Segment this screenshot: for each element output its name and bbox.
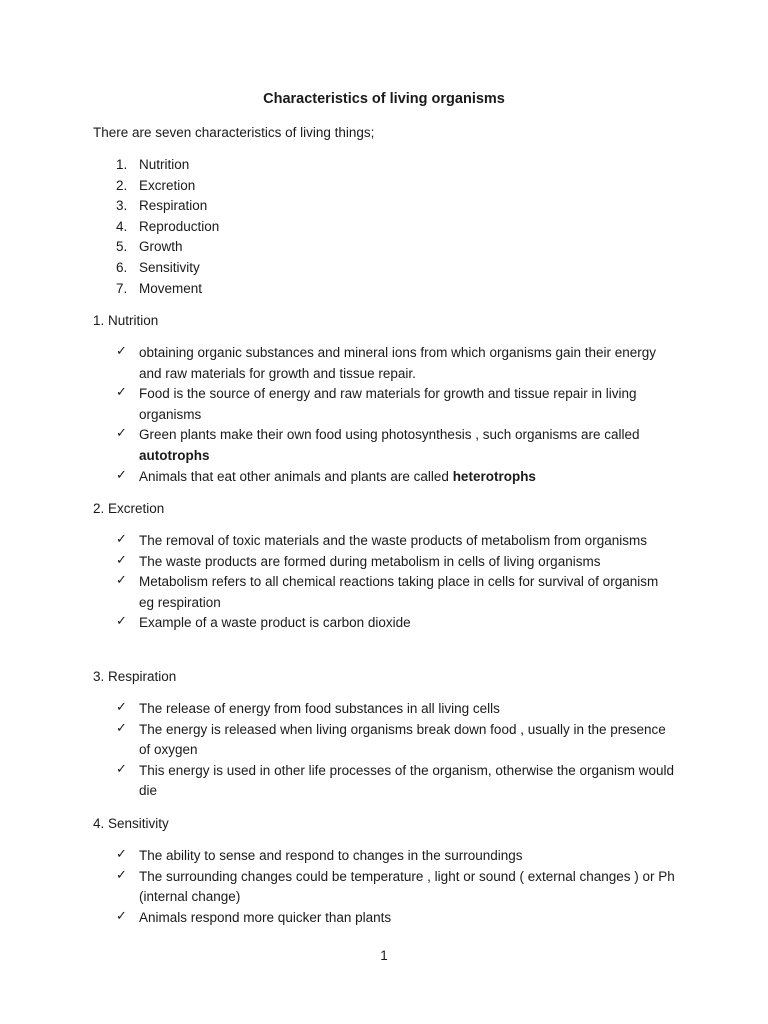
bullet-text: Animals that eat other animals and plants are called bbox=[139, 468, 453, 484]
bullet-text: The surrounding changes could be temperature , light or sound ( external changes ) or Ph (internal change) bbox=[139, 868, 675, 905]
list-item bbox=[116, 467, 676, 488]
list-label: Nutrition bbox=[139, 157, 190, 172]
checkmark-icon: ✓ bbox=[116, 426, 127, 442]
bullet-text: Food is the source of energy and raw materials for growth and tissue repair in living organisms bbox=[139, 386, 637, 422]
list-item bbox=[116, 761, 676, 802]
list-number: 7. bbox=[116, 280, 128, 296]
checkmark-icon: ✓ bbox=[116, 847, 127, 862]
checkmark-icon: ✓ bbox=[116, 867, 127, 883]
list-item bbox=[116, 156, 219, 177]
section-heading-sensitivity: 4. Sensitivity bbox=[93, 816, 169, 831]
list-item bbox=[116, 280, 219, 301]
list-number: 5. bbox=[116, 239, 128, 255]
list-number: 3. bbox=[116, 198, 128, 214]
bullet-text: Green plants make their own food using photosynthesis , such organisms are called bbox=[139, 427, 640, 443]
list-item bbox=[116, 384, 676, 425]
list-item bbox=[116, 425, 676, 466]
checkmark-icon: ✓ bbox=[116, 720, 127, 736]
section-heading-nutrition: 1. Nutrition bbox=[93, 313, 159, 328]
bullet-text: The release of energy from food substances in all living cells bbox=[139, 701, 500, 716]
page-number: 1 bbox=[380, 948, 388, 963]
list-number: 1. bbox=[116, 157, 128, 172]
list-number: 4. bbox=[116, 218, 128, 234]
checkmark-icon: ✓ bbox=[116, 908, 127, 924]
checkmark-icon: ✓ bbox=[116, 467, 127, 483]
nutrition-bullets bbox=[116, 343, 676, 487]
page-title: Characteristics of living organisms bbox=[263, 91, 505, 107]
bullet-text: The removal of toxic materials and the waste products of metabolism from organisms bbox=[139, 533, 647, 548]
list-item bbox=[116, 238, 219, 259]
checkmark-icon: ✓ bbox=[116, 532, 127, 547]
section-heading-respiration: 3. Respiration bbox=[93, 669, 177, 684]
list-item bbox=[116, 197, 219, 218]
list-item bbox=[116, 531, 676, 552]
list-number: 2. bbox=[116, 177, 128, 193]
list-item bbox=[116, 572, 676, 613]
list-label: Movement bbox=[139, 280, 203, 296]
list-item bbox=[116, 177, 219, 198]
bullet-text: obtaining organic substances and mineral ions from which organisms gain their energy and raw materials for growth and tissue repair. bbox=[139, 345, 657, 381]
list-label: Growth bbox=[139, 239, 183, 255]
bullet-bold-term: autotrophs bbox=[139, 447, 210, 463]
list-item bbox=[116, 552, 676, 573]
list-item bbox=[116, 867, 676, 908]
list-label: Respiration bbox=[139, 198, 208, 214]
section-heading-excretion: 2. Excretion bbox=[93, 501, 165, 516]
checkmark-icon: ✓ bbox=[116, 700, 127, 715]
bullet-text: Example of a waste product is carbon dioxide bbox=[139, 615, 411, 631]
bullet-text: The energy is released when living organisms break down food , usually in the presence of oxygen bbox=[139, 721, 666, 758]
list-label: Sensitivity bbox=[139, 259, 200, 275]
excretion-bullets bbox=[116, 531, 676, 634]
sensitivity-bullets bbox=[116, 846, 676, 928]
list-item bbox=[116, 218, 219, 239]
list-item bbox=[116, 613, 676, 634]
list-item bbox=[116, 846, 676, 867]
checkmark-icon: ✓ bbox=[116, 552, 127, 568]
list-number: 6. bbox=[116, 259, 128, 275]
checkmark-icon: ✓ bbox=[116, 385, 127, 401]
bullet-text: The ability to sense and respond to changes in the surroundings bbox=[139, 848, 523, 863]
list-item bbox=[116, 259, 219, 280]
bullet-text: Animals respond more quicker than plants bbox=[139, 909, 392, 925]
list-label: Excretion bbox=[139, 177, 196, 193]
checkmark-icon: ✓ bbox=[116, 573, 127, 589]
bullet-text: Metabolism refers to all chemical reactions taking place in cells for survival of organism eg respiration bbox=[139, 574, 659, 610]
list-item bbox=[116, 343, 676, 384]
bullet-text: This energy is used in other life processes of the organism, otherwise the organism would die bbox=[139, 762, 675, 799]
bullet-text: The waste products are formed during metabolism in cells of living organisms bbox=[139, 553, 601, 569]
checkmark-icon: ✓ bbox=[116, 344, 127, 359]
list-item bbox=[116, 699, 676, 720]
list-item bbox=[116, 720, 676, 761]
bullet-bold-term: heterotrophs bbox=[452, 468, 536, 484]
list-label: Reproduction bbox=[139, 218, 220, 234]
respiration-bullets bbox=[116, 699, 676, 802]
list-item bbox=[116, 908, 676, 929]
checkmark-icon: ✓ bbox=[116, 614, 127, 630]
characteristics-list bbox=[116, 156, 219, 300]
checkmark-icon: ✓ bbox=[116, 761, 127, 777]
intro-text: There are seven characteristics of living things; bbox=[93, 125, 375, 140]
